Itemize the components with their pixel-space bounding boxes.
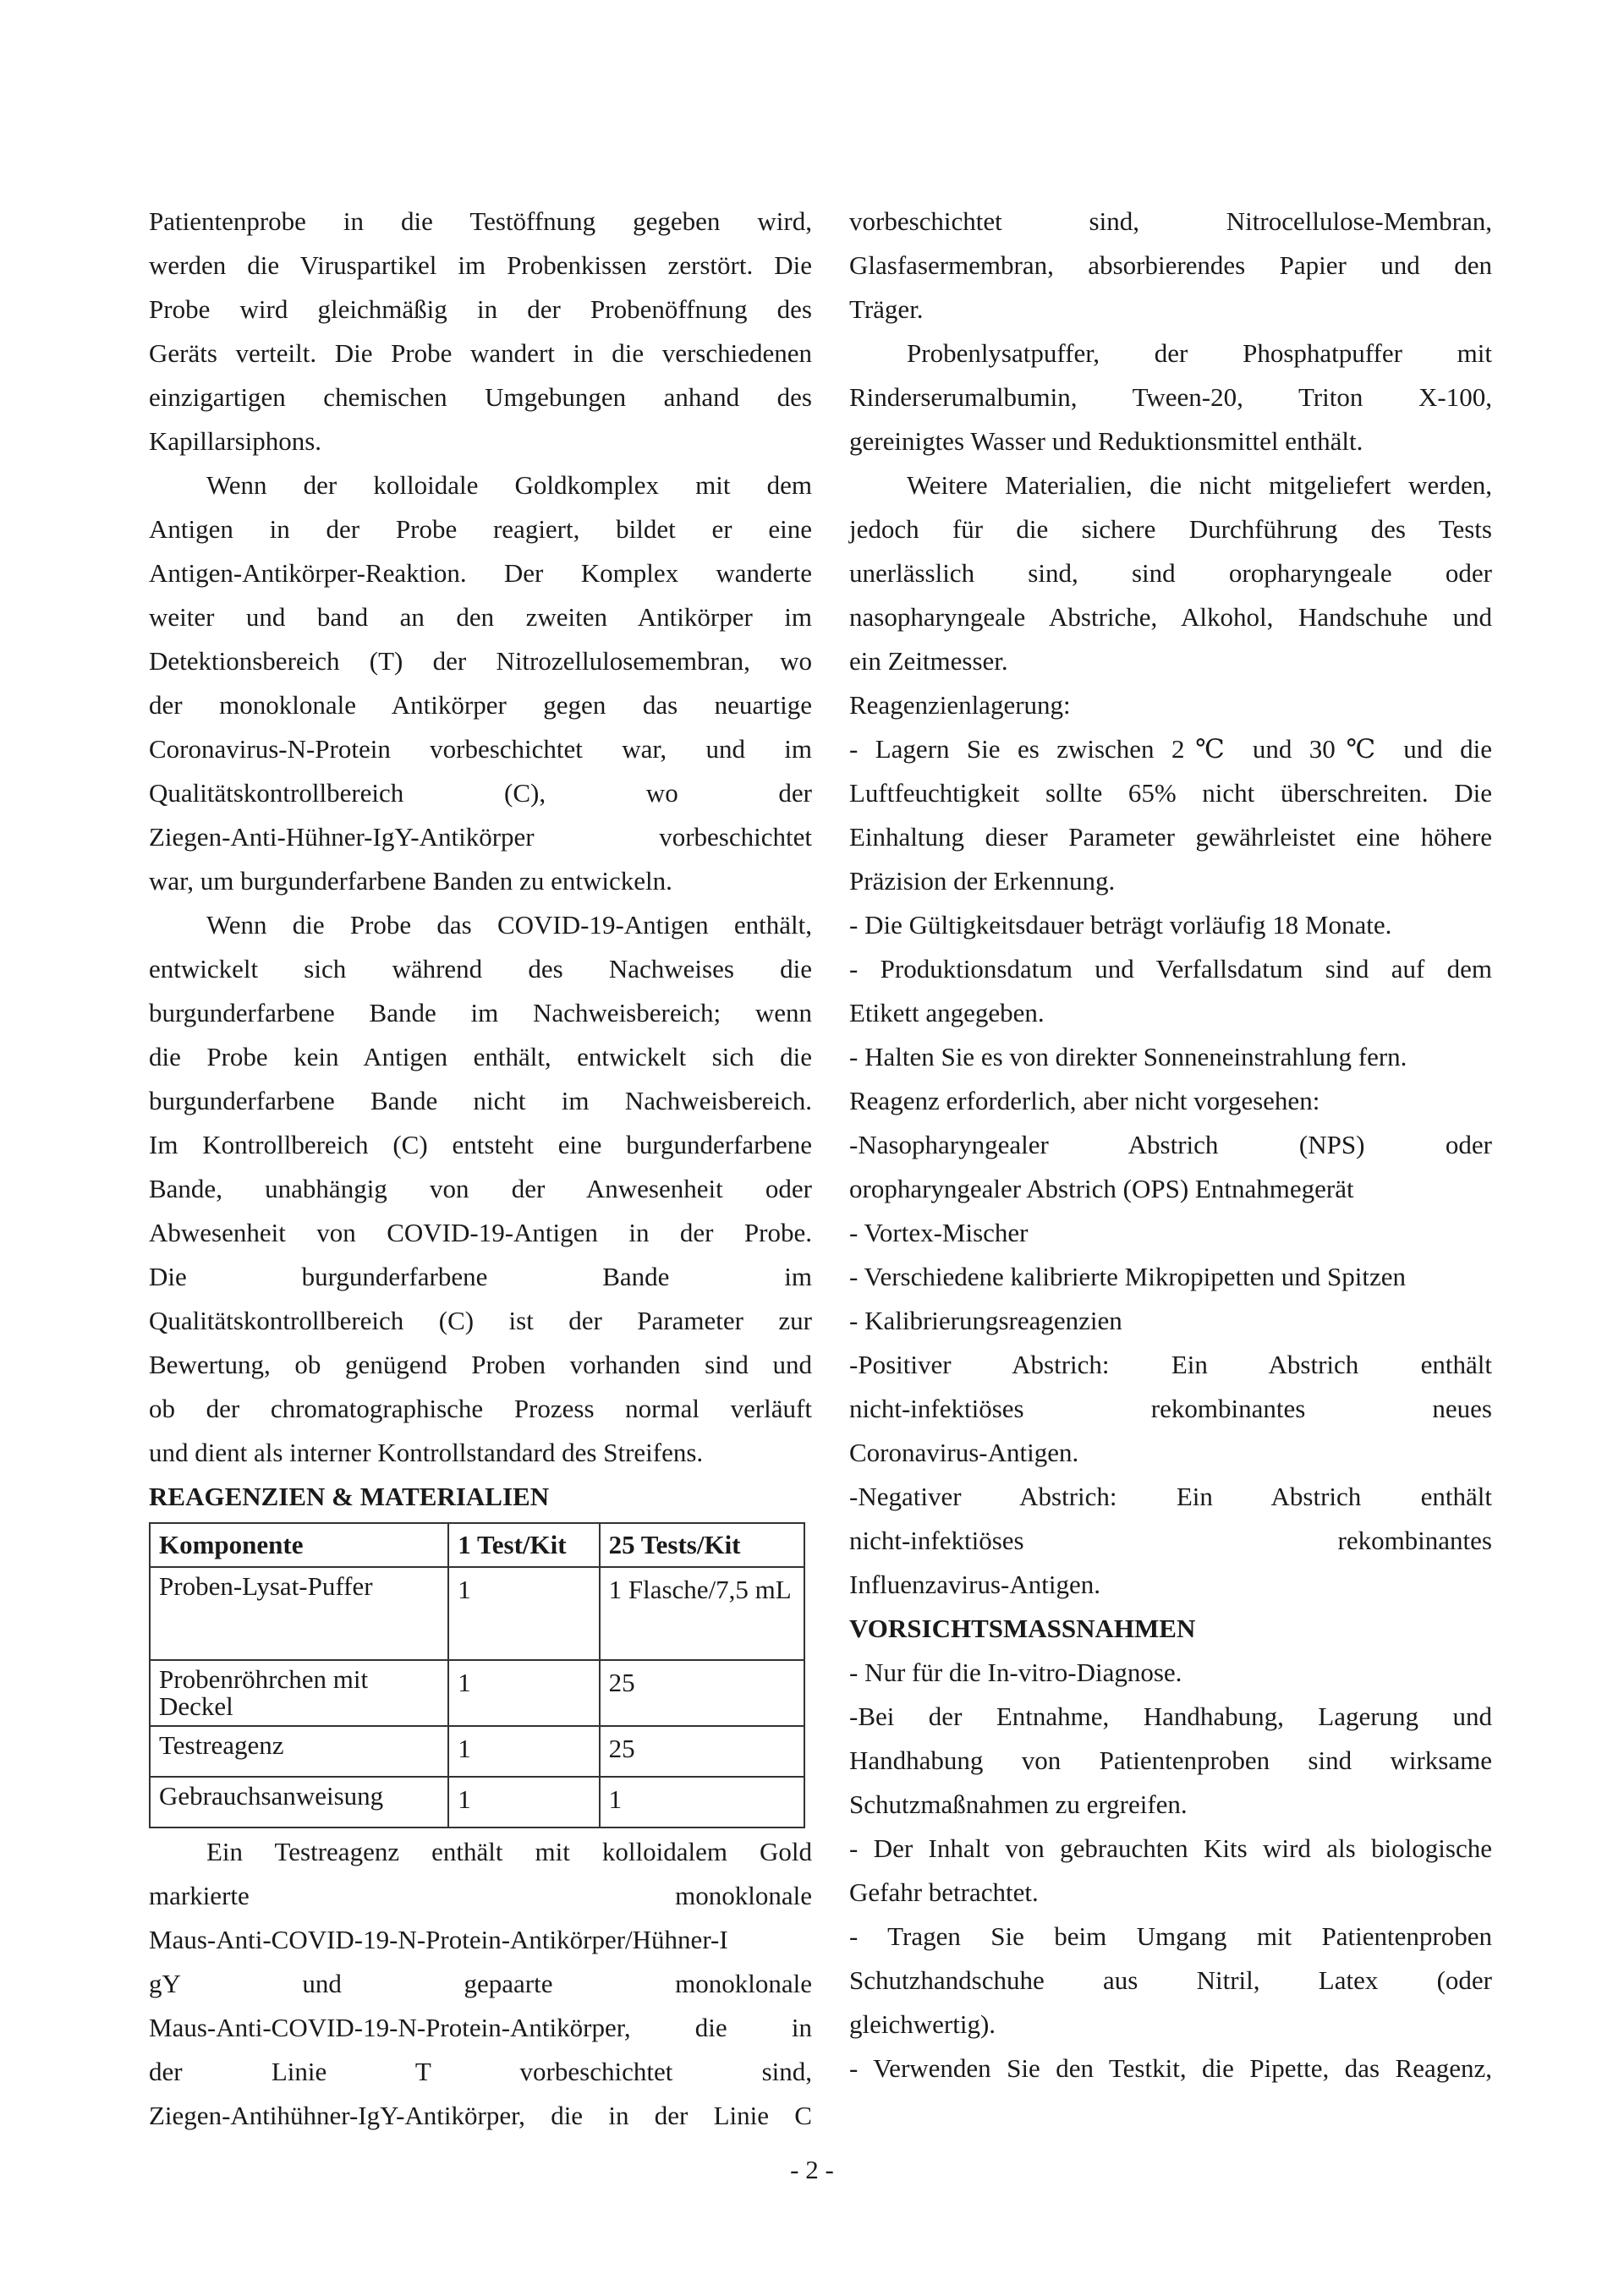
list-item: - Halten Sie es von direkter Sonneneinstrahlung fern. (849, 1042, 1407, 1071)
text-line: burgunderfarbene Bande im Nachweisbereich; wenn (149, 998, 812, 1027)
table-cell: 1 Flasche/7,5 mL (600, 1567, 804, 1660)
table-row (150, 1567, 804, 1660)
list-item: - Verschiedene kalibrierte Mikropipetten und Spitzen (849, 1262, 1406, 1291)
text-line: gereinigtes Wasser und Reduktionsmittel enthält. (849, 426, 1363, 456)
list-item: -Positiver Abstrich: Ein Abstrich enthält (849, 1350, 1492, 1379)
text-line: Wenn die Probe das COVID-19-Antigen enthält, (206, 910, 812, 940)
text-line: Ein Testreagenz enthält mit kolloidalem Gold (206, 1837, 812, 1866)
list-item: Influenzavirus-Antigen. (849, 1570, 1100, 1599)
list-item: nicht-infektiöses rekombinantes (849, 1526, 1492, 1555)
text-line: Abwesenheit von COVID-19-Antigen in der Probe. (149, 1218, 812, 1247)
table-cell: Proben-Lysat-Puffer (150, 1567, 448, 1660)
section-heading-reagents: REAGENZIEN & MATERIALIEN (149, 1482, 550, 1511)
list-item: Gefahr betrachtet. (849, 1877, 1039, 1907)
text-line: vorbeschichtet sind, Nitrocellulose-Membran, (849, 206, 1492, 236)
list-item: - Produktionsdatum und Verfallsdatum sind auf dem (849, 954, 1492, 984)
text-line: unerlässlich sind, sind oropharyngeale oder (849, 558, 1492, 588)
list-item: Etikett angegeben. (849, 998, 1045, 1027)
paragraph (849, 463, 1492, 683)
storage-list (849, 727, 1492, 1079)
text-line: nasopharyngeale Abstriche, Alkohol, Handschuhe und (849, 602, 1492, 632)
list-item: - Die Gültigkeitsdauer beträgt vorläufig 18 Monate. (849, 910, 1392, 940)
table-header-cell: 25 Tests/Kit (600, 1523, 804, 1567)
list-item: - Vortex-Mischer (849, 1218, 1029, 1247)
text-line: war, um burgunderfarbene Banden zu entwickeln. (149, 866, 672, 896)
text-line: weiter und band an den zweiten Antikörper im (149, 602, 812, 632)
text-line: Ziegen-Antihühner-IgY-Antikörper, die in der Linie C (149, 2101, 812, 2130)
table-cell: 1 (448, 1660, 599, 1726)
list-item: -Nasopharyngealer Abstrich (NPS) oder (849, 1130, 1492, 1159)
list-item: gleichwertig). (849, 2009, 996, 2039)
table-cell: Testreagenz (150, 1726, 448, 1777)
required-list (849, 1123, 1492, 1607)
paragraph (849, 200, 1492, 332)
paragraph (149, 463, 812, 903)
precautions-list (849, 1651, 1492, 2091)
table-cell: 1 (448, 1567, 599, 1660)
list-item: Schutzmaßnahmen zu ergreifen. (849, 1789, 1188, 1819)
list-item: Handhabung von Patientenproben sind wirksame (849, 1745, 1492, 1775)
list-item: -Negativer Abstrich: Ein Abstrich enthält (849, 1482, 1492, 1511)
text-line: Antigen-Antikörper-Reaktion. Der Komplex wanderte (149, 558, 812, 588)
section-heading-precautions: VORSICHTSMASSNAHMEN (849, 1614, 1196, 1643)
list-item: - Nur für die In-vitro-Diagnose. (849, 1658, 1182, 1687)
text-line: Probe wird gleichmäßig in der Probenöffnung des (149, 294, 812, 324)
required-heading: Reagenz erforderlich, aber nicht vorgesehen: (849, 1086, 1320, 1115)
table-header-row (150, 1523, 804, 1567)
list-item: - Tragen Sie beim Umgang mit Patientenproben (849, 1921, 1492, 1951)
paragraph (149, 903, 812, 1475)
text-line: Probenlysatpuffer, der Phosphatpuffer mit (907, 338, 1492, 368)
text-line: Geräts verteilt. Die Probe wandert in die verschiedenen (149, 338, 812, 368)
text-line: der Linie T vorbeschichtet sind, (149, 2057, 812, 2086)
list-item: nicht-infektiöses rekombinantes neues (849, 1394, 1492, 1423)
table-row (150, 1726, 804, 1777)
list-item: - Kalibrierungsreagenzien (849, 1306, 1122, 1335)
table-cell: 1 (448, 1777, 599, 1827)
text-line: gY und gepaarte monoklonale (149, 1969, 812, 1998)
text-line: ein Zeitmesser. (849, 646, 1008, 676)
text-line: Ziegen-Anti-Hühner-IgY-Antikörper vorbeschichtet (149, 822, 812, 852)
text-line: Detektionsbereich (T) der Nitrozellulosemembran, wo (149, 646, 812, 676)
paragraph (149, 200, 812, 463)
text-line: Bande, unabhängig von der Anwesenheit oder (149, 1174, 812, 1203)
text-line: Wenn der kolloidale Goldkomplex mit dem (206, 470, 812, 500)
list-item: - Verwenden Sie den Testkit, die Pipette, das Reagenz, (849, 2053, 1492, 2083)
table-header-cell: Komponente (150, 1523, 448, 1567)
table-row (150, 1777, 804, 1827)
text-line: die Probe kein Antigen enthält, entwickelt sich die (149, 1042, 812, 1071)
table-cell: Probenröhrchen mit Deckel (150, 1660, 448, 1726)
text-line: Weitere Materialien, die nicht mitgeliefert werden, (907, 470, 1492, 500)
text-line: und dient als interner Kontrollstandard des Streifens. (149, 1438, 704, 1467)
list-item: Luftfeuchtigkeit sollte 65% nicht überschreiten. Die (849, 778, 1492, 808)
text-line: einzigartigen chemischen Umgebungen anhand des (149, 382, 812, 412)
text-line: ob der chromatographische Prozess normal verläuft (149, 1394, 812, 1423)
text-line: Im Kontrollbereich (C) entsteht eine burgunderfarbene (149, 1130, 812, 1159)
text-line: werden die Viruspartikel im Probenkissen zerstört. Die (149, 250, 812, 280)
list-item: oropharyngealer Abstrich (OPS) Entnahmegerät (849, 1174, 1354, 1203)
text-line: Träger. (849, 294, 924, 324)
list-item: Coronavirus-Antigen. (849, 1438, 1079, 1467)
text-line: Maus-Anti-COVID-19-N-Protein-Antikörper/Hühner-I (149, 1925, 728, 1954)
list-item: - Lagern Sie es zwischen 2℃ und 30℃ und die (849, 734, 1492, 764)
storage-heading: Reagenzienlagerung: (849, 690, 1071, 720)
text-line: jedoch für die sichere Durchführung des Tests (849, 514, 1492, 544)
list-item: Schutzhandschuhe aus Nitril, Latex (oder (849, 1965, 1492, 1995)
text-line: Coronavirus-N-Protein vorbeschichtet war, und im (149, 734, 812, 764)
text-line: markierte monoklonale (149, 1881, 812, 1910)
table-header-cell: 1 Test/Kit (448, 1523, 599, 1567)
list-item: -Bei der Entnahme, Handhabung, Lagerung und (849, 1701, 1492, 1731)
text-line: Maus-Anti-COVID-19-N-Protein-Antikörper, die in (149, 2013, 812, 2042)
text-line: Die burgunderfarbene Bande im (149, 1262, 812, 1291)
table-cell: Gebrauchsanweisung (150, 1777, 448, 1827)
text-line: Glasfasermembran, absorbierendes Papier und den (849, 250, 1492, 280)
text-line: der monoklonale Antikörper gegen das neuartige (149, 690, 812, 720)
reagents-table (149, 1522, 805, 1828)
right-column (849, 200, 1492, 2091)
text-line: Kapillarsiphons. (149, 426, 322, 456)
table-cell: 1 (448, 1726, 599, 1777)
table-row (150, 1660, 804, 1726)
text-line: Bewertung, ob genügend Proben vorhanden sind und (149, 1350, 812, 1379)
text-line: Antigen in der Probe reagiert, bildet er eine (149, 514, 812, 544)
paragraph (849, 332, 1492, 463)
table-cell: 25 (600, 1726, 804, 1777)
paragraph (149, 1830, 812, 2138)
text-line: Rinderserumalbumin, Tween-20, Triton X-100, (849, 382, 1492, 412)
left-column (149, 200, 812, 2138)
table-cell: 25 (600, 1660, 804, 1726)
list-item: - Der Inhalt von gebrauchten Kits wird als biologische (849, 1833, 1492, 1863)
list-item: Präzision der Erkennung. (849, 866, 1116, 896)
text-line: Qualitätskontrollbereich (C) ist der Parameter zur (149, 1306, 812, 1335)
text-line: Qualitätskontrollbereich (C), wo der (149, 778, 812, 808)
page-number: - 2 - (790, 2155, 834, 2184)
list-item: Einhaltung dieser Parameter gewährleistet eine höhere (849, 822, 1492, 852)
text-line: burgunderfarbene Bande nicht im Nachweisbereich. (149, 1086, 812, 1115)
table-cell: 1 (600, 1777, 804, 1827)
text-line: Patientenprobe in die Testöffnung gegeben wird, (149, 206, 812, 236)
text-line: entwickelt sich während des Nachweises die (149, 954, 812, 984)
